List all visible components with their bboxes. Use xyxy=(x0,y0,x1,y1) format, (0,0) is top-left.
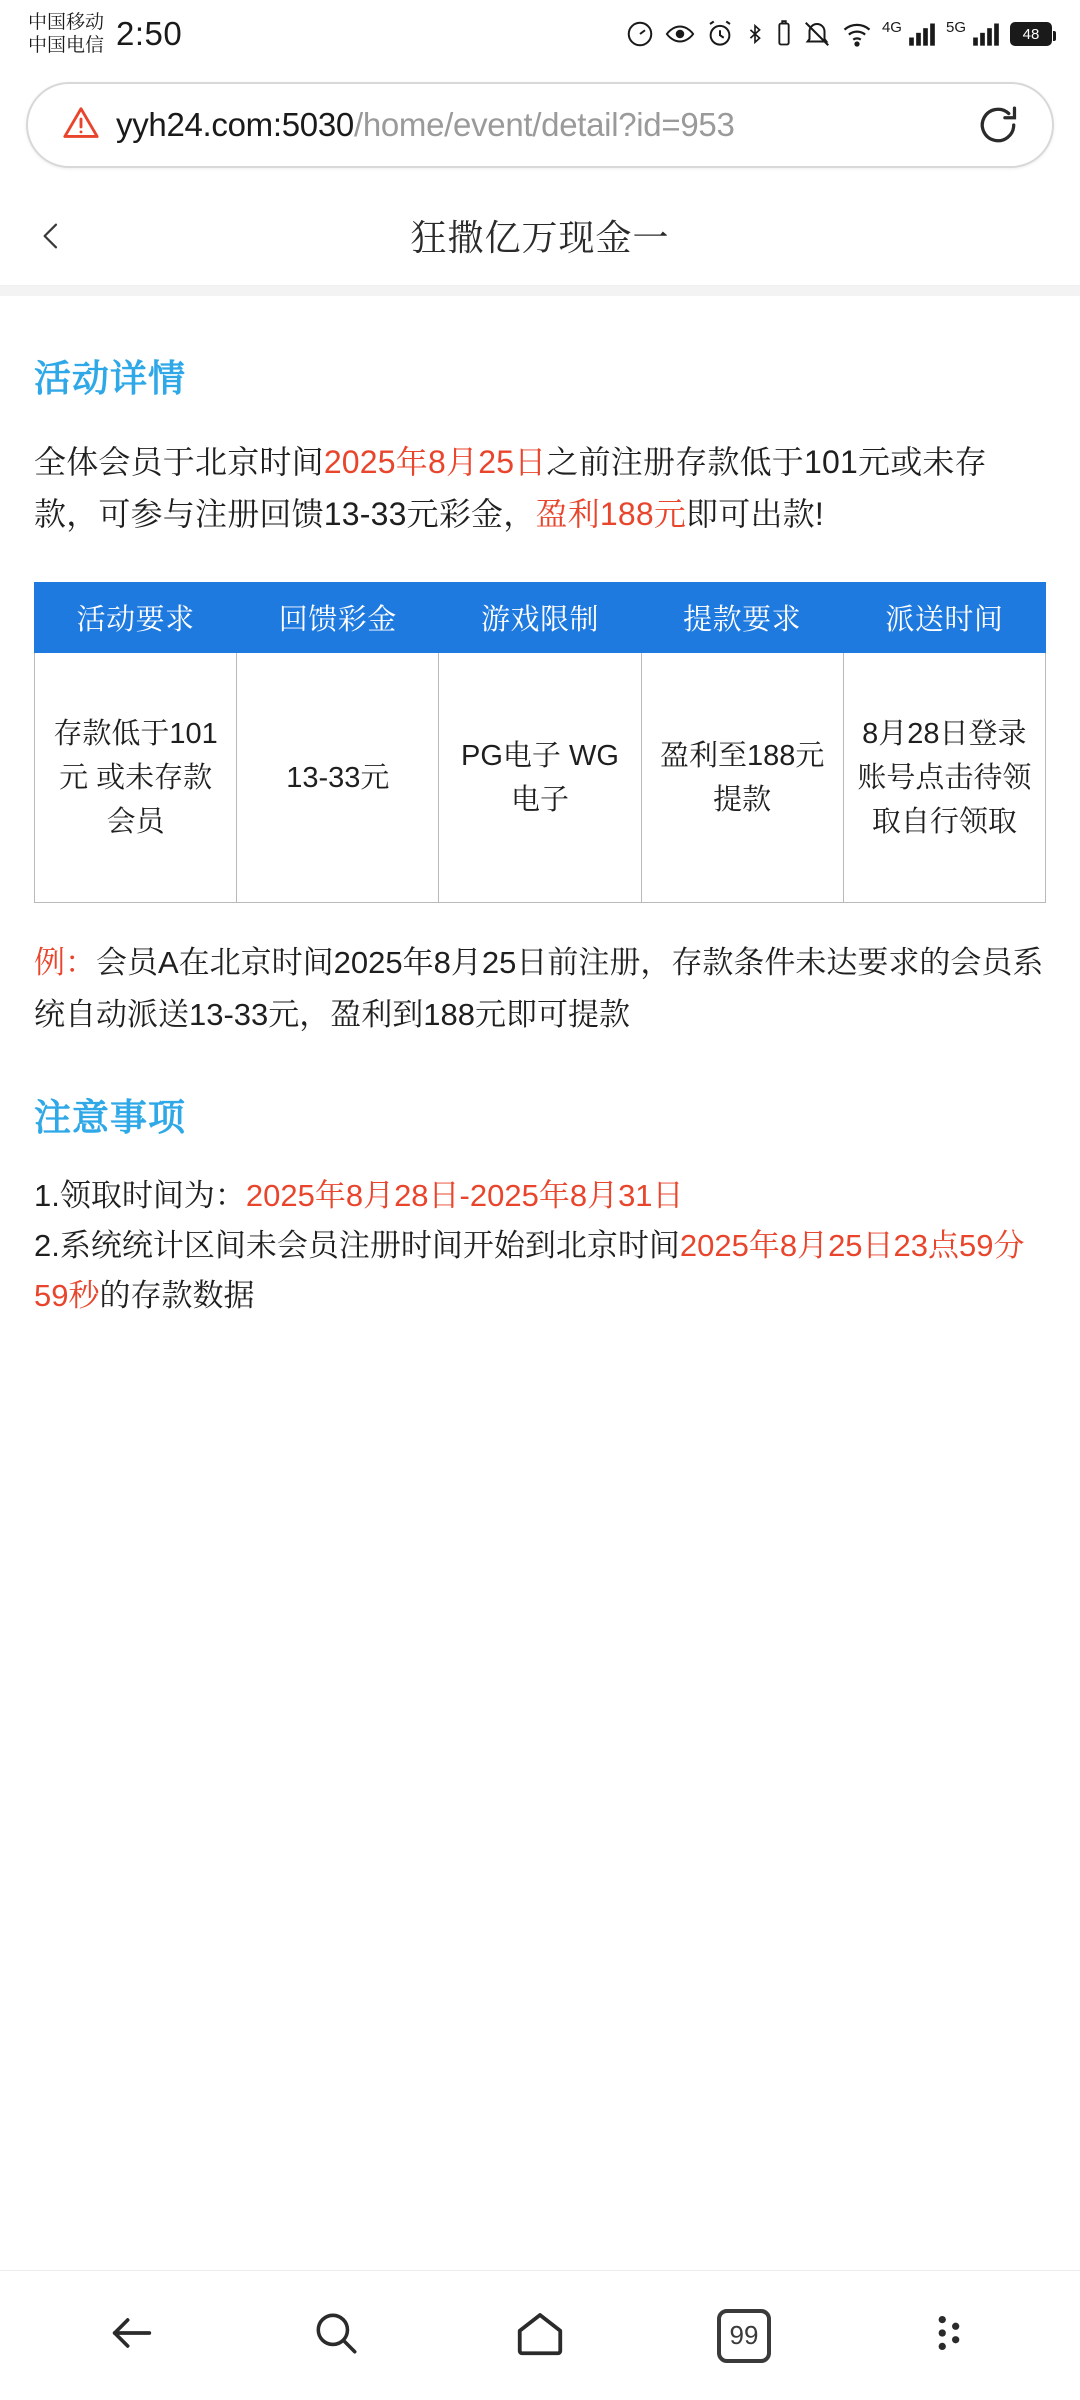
reload-icon[interactable] xyxy=(966,93,1030,157)
system-navigation-bar xyxy=(0,2270,1080,2400)
network-type-1-label: 4G xyxy=(881,18,902,36)
back-chevron-icon[interactable] xyxy=(34,214,80,258)
speedometer-icon xyxy=(625,19,655,49)
browser-toolbar xyxy=(0,68,1080,186)
notice-highlight: 2025年8月25日23点59分59秒 xyxy=(34,1228,1025,1313)
status-bar xyxy=(0,0,1080,68)
nav-home-button[interactable] xyxy=(485,2291,595,2381)
more-menu-icon xyxy=(925,2310,971,2361)
example-text: 会员A在北京时间2025年8月25日前注册，存款条件未达要求的会员系统自动派送13-33元，盈利到188元即可提款 xyxy=(34,945,1044,1032)
back-arrow-icon xyxy=(106,2307,158,2364)
table-cell: 8月28日登录账号点击待领取自行领取 xyxy=(843,653,1045,903)
wifi-icon xyxy=(841,19,873,49)
event-detail-content xyxy=(0,286,1080,1321)
carrier-labels xyxy=(28,11,104,57)
detail-section-title: 活动详情 xyxy=(34,358,186,399)
carrier-primary: 中国移动 xyxy=(28,12,105,33)
intro-profit-highlight: 盈利188元 xyxy=(535,496,687,532)
example-paragraph xyxy=(34,937,1046,1041)
table-header-cell: 回馈彩金 xyxy=(237,583,439,653)
url-path: /home/event/detail?id=953 xyxy=(353,106,735,143)
network-type-2-label: 5G xyxy=(945,18,966,36)
bell-off-icon xyxy=(802,19,832,49)
nav-tabs-button[interactable] xyxy=(689,2291,799,2381)
page-header-bar xyxy=(0,186,1080,286)
signal-bars-2-icon xyxy=(971,20,1001,48)
url-host: yyh24.com:5030 xyxy=(116,106,354,143)
tabs-icon: 99 xyxy=(717,2309,771,2363)
table-row xyxy=(35,653,1046,903)
battery-indicator: 48 xyxy=(1010,22,1052,46)
intro-text-2: 之前注册存款低于101元或未存款，可参与注册回馈13-33元彩金， xyxy=(34,444,987,532)
table-header-row xyxy=(35,583,1046,653)
insecure-warning-icon xyxy=(62,104,100,147)
status-icons xyxy=(625,19,1052,49)
battery-small-icon xyxy=(775,20,793,48)
intro-text-1: 全体会员于北京时间 xyxy=(34,444,324,480)
notice-list xyxy=(34,1171,1046,1321)
carrier-secondary: 中国电信 xyxy=(28,35,105,56)
list-item xyxy=(34,1221,1046,1321)
event-rules-table xyxy=(34,582,1046,903)
nav-more-button[interactable] xyxy=(893,2291,1003,2381)
notice-section-title: 注意事项 xyxy=(34,1097,186,1138)
notice-highlight: 2025年8月28日-2025年8月31日 xyxy=(245,1178,684,1213)
address-bar[interactable] xyxy=(26,82,1054,168)
eye-icon xyxy=(664,19,696,49)
intro-paragraph xyxy=(34,436,1046,540)
table-header-cell: 活动要求 xyxy=(35,583,237,653)
intro-date-highlight: 2025年8月25日 xyxy=(323,444,547,480)
table-cell: PG电子 WG电子 xyxy=(439,653,641,903)
table-header-cell: 派送时间 xyxy=(843,583,1045,653)
list-item xyxy=(34,1171,1046,1221)
nav-back-button[interactable] xyxy=(77,2291,187,2381)
example-label: 例： xyxy=(34,945,96,980)
notice-suffix: 的存款数据 xyxy=(99,1278,255,1313)
table-header-cell: 提款要求 xyxy=(641,583,843,653)
notice-prefix: 1.领取时间为： xyxy=(34,1178,246,1213)
status-clock: 2:50 xyxy=(116,15,183,52)
table-cell: 盈利至188元提款 xyxy=(641,653,843,903)
search-icon xyxy=(311,2308,361,2363)
url-text[interactable] xyxy=(116,106,966,144)
alarm-icon xyxy=(705,19,735,49)
table-header-cell: 游戏限制 xyxy=(439,583,641,653)
signal-bars-1-icon xyxy=(907,20,937,48)
notice-prefix: 2.系统统计区间未会员注册时间开始到北京时间 xyxy=(34,1228,680,1263)
intro-text-3: 即可出款! xyxy=(686,496,824,532)
page-title: 狂撒亿万现金一 xyxy=(410,217,670,258)
table-cell: 13-33元 xyxy=(237,653,439,903)
nav-search-button[interactable] xyxy=(281,2291,391,2381)
table-cell: 存款低于101元 或未存款会员 xyxy=(35,653,237,903)
home-icon xyxy=(513,2306,567,2365)
bluetooth-icon xyxy=(744,19,766,49)
